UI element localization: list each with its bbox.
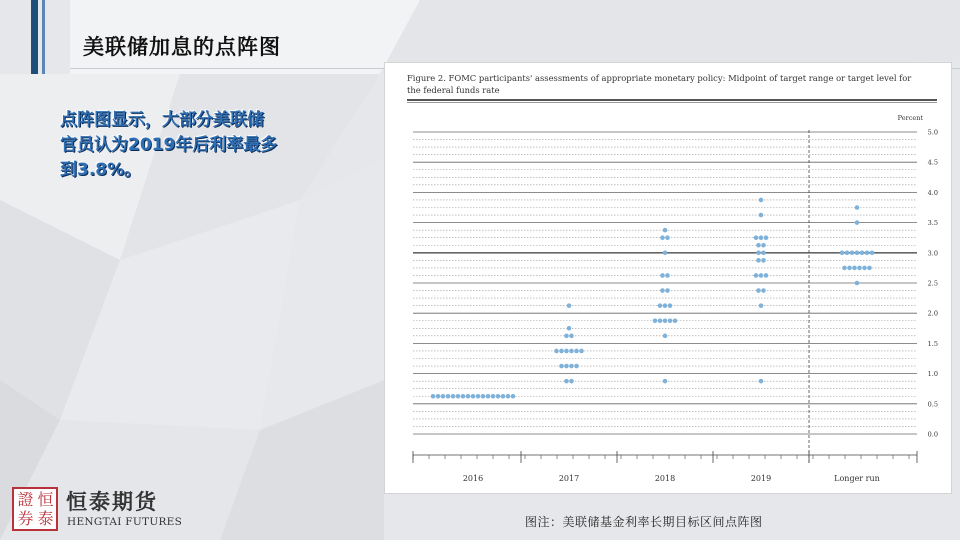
figure-note: 图注：美联储基金利率长期目标区间点阵图 [525, 515, 763, 529]
participant-dot [847, 266, 852, 271]
participant-dot [860, 251, 865, 256]
y-tick-label: 2.5 [927, 279, 938, 288]
participant-dot [567, 326, 572, 331]
participant-dot [486, 394, 491, 399]
participant-dot [855, 205, 860, 210]
slide-title: 美联储加息的点阵图 [83, 35, 281, 59]
participant-dot [756, 258, 761, 263]
participant-dot [855, 251, 860, 256]
participant-dot [857, 266, 862, 271]
figure-caption-line: Figure 2. FOMC participants' assessments of appropriate monetary policy: Midpoint of target range or target level for [407, 73, 912, 83]
participant-dot [660, 235, 665, 240]
participant-dot [862, 266, 867, 271]
dot-plot-chart [385, 63, 951, 493]
participant-dot [754, 235, 759, 240]
title-accent-bar [31, 0, 38, 74]
participant-dot [579, 349, 584, 354]
participant-dot [855, 220, 860, 225]
participant-dot [668, 303, 673, 308]
seal-glyph: 泰 [37, 509, 54, 528]
participant-dot [764, 273, 769, 278]
seal-glyph: 恒 [37, 490, 54, 509]
y-tick-label: 4.5 [927, 158, 938, 167]
participant-dot [852, 266, 857, 271]
participant-dot [574, 349, 579, 354]
participant-dot [845, 251, 850, 256]
participant-dot [759, 235, 764, 240]
participant-dot [554, 349, 559, 354]
summary-line: 官员认为2019年后利率最多 [60, 135, 278, 155]
company-name-cn: 恒泰期货 [66, 490, 158, 514]
participant-dot [559, 349, 564, 354]
y-tick-label: 3.0 [927, 249, 938, 258]
participant-dot [511, 394, 516, 399]
participant-dot [756, 251, 761, 256]
participant-dot [663, 251, 668, 256]
x-category-label: 2017 [558, 474, 580, 483]
unit-label: Percent [897, 114, 923, 122]
participant-dot [506, 394, 511, 399]
participant-dot [761, 251, 766, 256]
y-tick-label: 1.5 [927, 339, 938, 348]
dot-plot-figure [384, 62, 952, 494]
participant-dot [564, 379, 569, 384]
y-tick-label: 1.0 [927, 370, 938, 379]
participant-dot [559, 364, 564, 369]
participant-dot [759, 213, 764, 218]
y-tick-label: 4.0 [927, 188, 938, 197]
x-category-label: 2018 [654, 474, 676, 483]
participant-dot [481, 394, 486, 399]
participant-dot [496, 394, 501, 399]
summary-line: 点阵图显示，大部分美联储 [60, 110, 264, 130]
participant-dot [466, 394, 471, 399]
participant-dot [567, 303, 572, 308]
participant-dot [663, 318, 668, 323]
company-name-en: HENGTAI FUTURES [67, 516, 183, 528]
participant-dot [476, 394, 481, 399]
participant-dot [842, 266, 847, 271]
y-tick-label: 0.0 [927, 430, 938, 439]
participant-dot [569, 364, 574, 369]
seal-glyph: 證 [17, 490, 34, 509]
participant-dot [756, 288, 761, 293]
participant-dot [564, 334, 569, 339]
participant-dot [759, 198, 764, 203]
participant-dot [754, 273, 759, 278]
participant-dot [441, 394, 446, 399]
participant-dot [451, 394, 456, 399]
participant-dot [456, 394, 461, 399]
participant-dot [663, 379, 668, 384]
y-tick-label: 3.5 [927, 219, 938, 228]
participant-dot [569, 379, 574, 384]
participant-dot [663, 334, 668, 339]
participant-dot [446, 394, 451, 399]
participant-dot [668, 318, 673, 323]
y-tick-label: 2.0 [927, 309, 938, 318]
summary-line: 到3.8%。 [60, 160, 142, 180]
participant-dot [855, 281, 860, 286]
participant-dot [870, 251, 875, 256]
participant-dot [564, 349, 569, 354]
participant-dot [865, 251, 870, 256]
x-category-label: 2019 [750, 474, 772, 483]
participant-dot [764, 235, 769, 240]
seal-glyph: 券 [17, 509, 34, 528]
participant-dot [436, 394, 441, 399]
participant-dot [759, 303, 764, 308]
participant-dot [840, 251, 845, 256]
participant-dot [665, 273, 670, 278]
participant-dot [761, 243, 766, 248]
participant-dot [663, 228, 668, 233]
participant-dot [761, 258, 766, 263]
x-category-label: 2016 [462, 474, 484, 483]
figure-caption-line: the federal funds rate [407, 85, 500, 95]
participant-dot [653, 318, 658, 323]
title-accent-bar-thin [42, 0, 45, 74]
participant-dot [756, 243, 761, 248]
participant-dot [461, 394, 466, 399]
participant-dot [761, 288, 766, 293]
participant-dot [471, 394, 476, 399]
participant-dot [491, 394, 496, 399]
participant-dot [660, 288, 665, 293]
summary-text [60, 108, 350, 183]
participant-dot [759, 273, 764, 278]
participant-dot [658, 303, 663, 308]
participant-dot [431, 394, 436, 399]
participant-dot [850, 251, 855, 256]
participant-dot [867, 266, 872, 271]
participant-dot [564, 364, 569, 369]
y-tick-label: 5.0 [927, 128, 938, 137]
company-seal-logo [12, 487, 58, 531]
y-tick-label: 0.5 [927, 400, 938, 409]
participant-dot [673, 318, 678, 323]
x-category-label: Longer run [834, 474, 880, 483]
participant-dot [569, 334, 574, 339]
participant-dot [569, 349, 574, 354]
participant-dot [759, 379, 764, 384]
participant-dot [574, 364, 579, 369]
participant-dot [665, 235, 670, 240]
participant-dot [665, 288, 670, 293]
participant-dot [660, 273, 665, 278]
participant-dot [501, 394, 506, 399]
participant-dot [663, 303, 668, 308]
participant-dot [658, 318, 663, 323]
